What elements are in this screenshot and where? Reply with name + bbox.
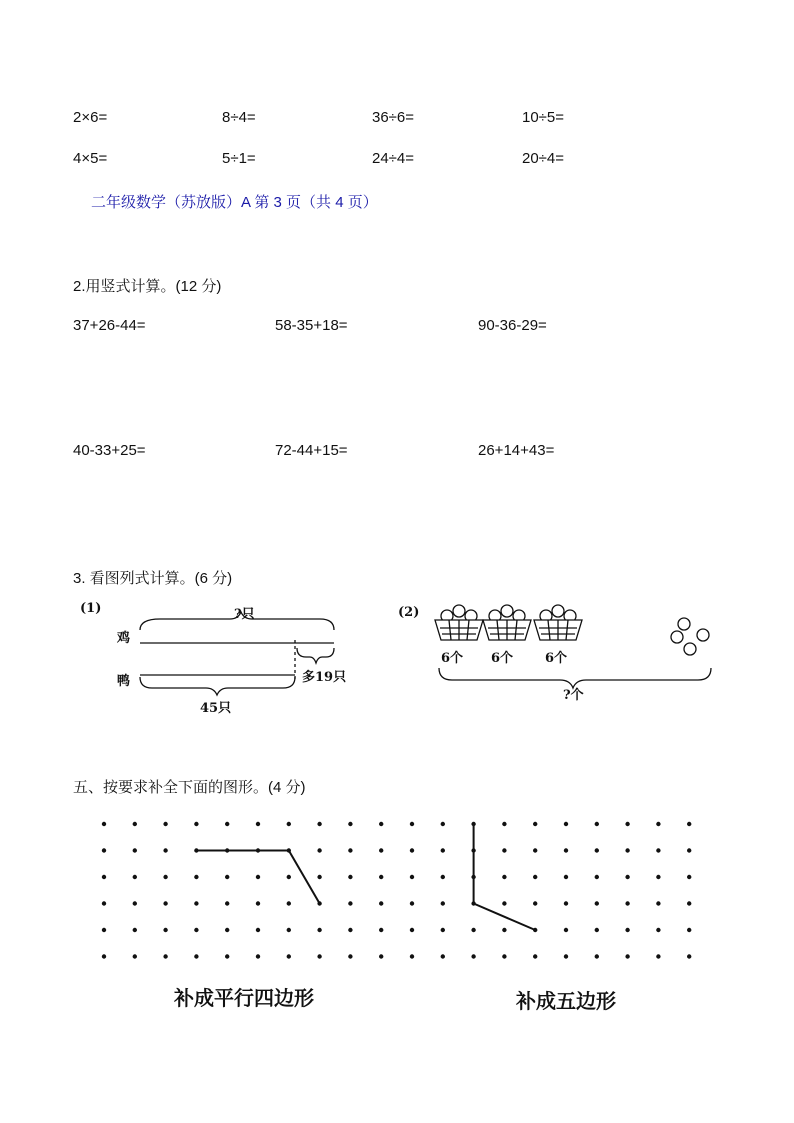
problem: 58-35+18=: [275, 317, 348, 334]
grid-dot: [441, 822, 445, 826]
grid-dot: [287, 901, 291, 905]
grid-dot: [502, 875, 506, 879]
grid-dot: [441, 848, 445, 852]
grid-dot: [256, 954, 260, 958]
total-unknown-label: ?个: [563, 688, 584, 703]
grid-dot: [687, 822, 691, 826]
grid-dot: [163, 954, 167, 958]
grid-dot: [163, 822, 167, 826]
grid-dot: [595, 928, 599, 932]
basket-count: 6个: [545, 651, 568, 666]
grid-dot: [595, 901, 599, 905]
grid-dot: [656, 822, 660, 826]
problem: 40-33+25=: [73, 442, 146, 459]
grid-dot: [379, 848, 383, 852]
grid-dot: [625, 875, 629, 879]
grid-dot: [194, 928, 198, 932]
grid-dot: [102, 901, 106, 905]
grid-dot: [256, 901, 260, 905]
grid-dot: [502, 848, 506, 852]
grid-dot: [410, 901, 414, 905]
grid-dot: [225, 901, 229, 905]
grid-dot: [471, 928, 475, 932]
grid-dot: [533, 901, 537, 905]
grid-dot: [163, 928, 167, 932]
grid-dot: [348, 928, 352, 932]
grid-dot: [102, 822, 106, 826]
grid-dot: [194, 901, 198, 905]
grid-dot: [533, 822, 537, 826]
grid-dot: [441, 901, 445, 905]
grid-dot: [687, 928, 691, 932]
grid-dot: [133, 875, 137, 879]
basket-count: 6个: [441, 651, 464, 666]
section-2-title: 2.用竖式计算。(12 分): [73, 278, 222, 295]
grid-dot: [379, 901, 383, 905]
grid-dot: [225, 822, 229, 826]
grid-dot: [502, 901, 506, 905]
grid-dot: [225, 875, 229, 879]
grid-dot: [102, 875, 106, 879]
grid-dot: [163, 875, 167, 879]
unknown-total-label: ?只: [234, 607, 255, 622]
grid-dot: [564, 822, 568, 826]
grid-dot: [133, 954, 137, 958]
grid-dot: [595, 848, 599, 852]
grid-dot: [379, 928, 383, 932]
grid-dot: [687, 901, 691, 905]
grid-dot: [317, 822, 321, 826]
grid-dot: [564, 928, 568, 932]
grid-dot: [687, 848, 691, 852]
grid-dot: [348, 822, 352, 826]
grid-dot: [564, 901, 568, 905]
problem: 36÷6=: [372, 109, 415, 126]
grid-dot: [502, 954, 506, 958]
grid-dot: [687, 954, 691, 958]
grid-dot: [133, 822, 137, 826]
grid-dot: [317, 954, 321, 958]
figure-1-label: (1): [80, 601, 102, 616]
grid-dot: [410, 875, 414, 879]
grid-dot: [595, 875, 599, 879]
section-5-title: 五、按要求补全下面的图形。(4 分): [73, 779, 306, 796]
problem: 90-36-29=: [478, 317, 547, 334]
problem: 8÷4=: [222, 109, 256, 126]
grid-dot: [441, 875, 445, 879]
grid-dot: [533, 875, 537, 879]
grid-dot: [410, 822, 414, 826]
grid-dot: [317, 848, 321, 852]
grid-dot: [625, 928, 629, 932]
grid-dot: [564, 954, 568, 958]
grid-dot: [163, 848, 167, 852]
grid-dot: [225, 928, 229, 932]
page-footer: 二年级数学（苏放版）A 第 3 页（共 4 页）: [91, 194, 378, 211]
duck-label: 鸭: [117, 674, 131, 689]
grid-dot: [502, 822, 506, 826]
grid-dot: [656, 928, 660, 932]
problem: 24÷4=: [372, 150, 415, 167]
figure-2-label: (2): [398, 605, 420, 620]
grid-dot: [287, 875, 291, 879]
grid-dot: [348, 954, 352, 958]
problem: 72-44+15=: [275, 442, 348, 459]
grid-dot: [194, 954, 198, 958]
grid-dot: [133, 901, 137, 905]
grid-dot: [287, 822, 291, 826]
grid-dot: [194, 875, 198, 879]
duck-count-label: 45只: [200, 701, 232, 716]
grid-dot: [441, 954, 445, 958]
grid-dot: [102, 954, 106, 958]
grid-dot: [317, 875, 321, 879]
grid-dot: [595, 822, 599, 826]
grid-dot: [133, 928, 137, 932]
grid-dot: [348, 901, 352, 905]
grid-dot: [102, 928, 106, 932]
problem: 20÷4=: [522, 150, 565, 167]
grid-dot: [348, 875, 352, 879]
grid-dot: [133, 848, 137, 852]
grid-dot: [595, 954, 599, 958]
grid-dot: [564, 848, 568, 852]
grid-dot: [379, 822, 383, 826]
problem: 37+26-44=: [73, 317, 146, 334]
grid-dot: [348, 848, 352, 852]
grid-dot: [410, 848, 414, 852]
problem: 2×6=: [73, 109, 108, 126]
grid-dot: [102, 848, 106, 852]
problem: 10÷5=: [522, 109, 565, 126]
grid-dot: [256, 928, 260, 932]
grid-dot: [256, 822, 260, 826]
chicken-label: 鸡: [117, 631, 131, 646]
problem: 26+14+43=: [478, 442, 555, 459]
caption-parallelogram: 补成平行四边形: [174, 986, 314, 1010]
grid-dot: [625, 822, 629, 826]
grid-dot: [287, 928, 291, 932]
grid-dot: [533, 848, 537, 852]
grid-dot: [163, 901, 167, 905]
grid-dot: [194, 822, 198, 826]
problem: 5÷1=: [222, 150, 256, 167]
grid-dot: [379, 875, 383, 879]
basket-count: 6个: [491, 651, 514, 666]
section-3-title: 3. 看图列式计算。(6 分): [73, 570, 233, 587]
grid-dot: [533, 954, 537, 958]
grid-dot: [625, 848, 629, 852]
grid-dot: [379, 954, 383, 958]
grid-dot: [625, 954, 629, 958]
grid-dot: [656, 875, 660, 879]
grid-dot: [317, 928, 321, 932]
grid-dot: [287, 954, 291, 958]
grid-dot: [656, 954, 660, 958]
grid-dot: [625, 901, 629, 905]
difference-label: 多19只: [302, 670, 347, 685]
grid-dot: [471, 954, 475, 958]
grid-dot: [410, 954, 414, 958]
grid-dot: [656, 901, 660, 905]
grid-dot: [502, 928, 506, 932]
grid-dot: [564, 875, 568, 879]
grid-dot: [687, 875, 691, 879]
problem: 4×5=: [73, 150, 108, 167]
grid-dot: [256, 875, 260, 879]
caption-pentagon: 补成五边形: [516, 989, 616, 1013]
grid-dot: [656, 848, 660, 852]
grid-dot: [225, 954, 229, 958]
grid-dot: [441, 928, 445, 932]
grid-dot: [410, 928, 414, 932]
